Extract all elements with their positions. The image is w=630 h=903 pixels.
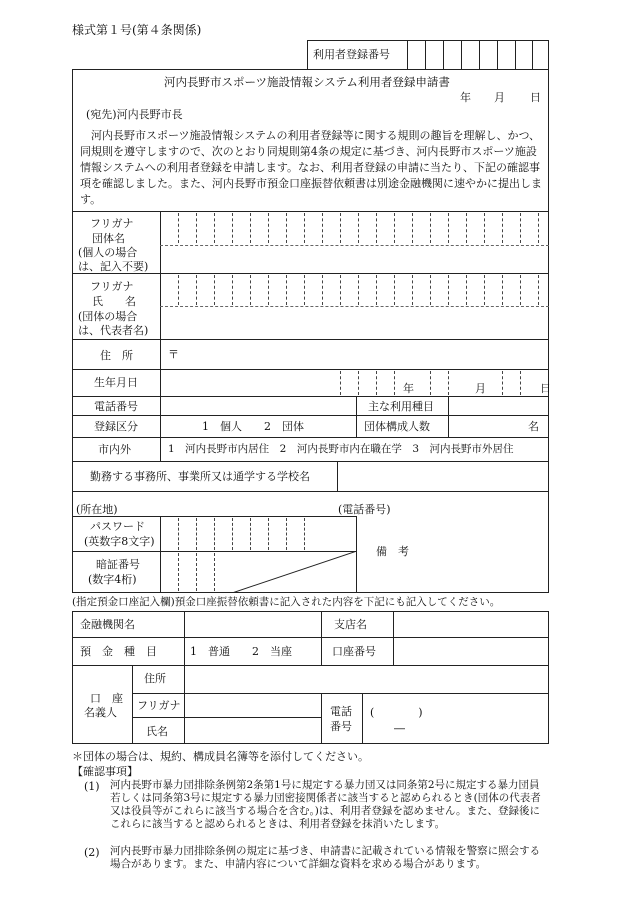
holder-label-2: 名義人	[84, 706, 117, 719]
pin-strike-line	[232, 551, 357, 593]
password-note: (英数字8文字)	[84, 535, 155, 548]
bank-type-options[interactable]: 1 普通 2 当座	[190, 645, 292, 658]
form-number: 様式第１号(第４条関係)	[72, 23, 202, 37]
confirm-item-2-text: 河内長野市暴力団排除条例の規定に基づき、申請書に記載されている情報を警察に照会する場合があります。また、申請内容について詳細な資料を求める場合があります。	[110, 845, 541, 870]
registration-label: 登録区分	[94, 420, 138, 433]
date-day: 日	[530, 91, 541, 104]
birth-day: 日	[540, 382, 551, 395]
bank-heading: (指定預金口座記入欄)預金口座振替依頼書に記入された内容を下記にも記入してください。	[72, 596, 501, 608]
holder-name-label: 氏名	[146, 725, 168, 738]
birth-label: 生年月日	[94, 376, 138, 389]
main-use-label: 主な利用種目	[368, 400, 434, 413]
group-note-2: は、記入不要)	[78, 260, 149, 273]
holder-phone-paren: ( )	[370, 706, 423, 719]
workplace-phone-label: (電話番号)	[338, 503, 391, 516]
person-name-label: 氏 名	[92, 295, 136, 308]
members-label: 団体構成人数	[364, 420, 430, 433]
holder-address-label: 住所	[144, 672, 166, 685]
remarks-label: 備 考	[376, 545, 409, 558]
phone-label: 電話番号	[94, 400, 138, 413]
group-furigana-label: フリガナ	[90, 217, 134, 230]
intro-paragraph: 河内長野市スポーツ施設情報システムの利用者登録等に関する規則の趣旨を理解し、かつ、同規則を遵守しますので、次のとおり同規則第4条の規定に基づき、河内長野市スポーツ施設情報システムへの利用者登録を申請します。なお、利用者登録の申請に当たり、下記の確認事項を確認しました。また、河内長野市預金口座振替依頼書は別途金融機関に速やかに提出します。	[80, 129, 542, 206]
city-label: 市内外	[98, 443, 131, 456]
form-title: 河内長野市スポーツ施設情報システム利用者登録申請書	[164, 75, 450, 89]
addressee: (宛先)河内長野市長	[86, 108, 183, 121]
person-note-2: は、代表者名)	[78, 324, 149, 337]
password-label: パスワード	[90, 520, 145, 533]
group-name-label: 団体名	[92, 232, 125, 245]
reg-number-label: 利用者登録番号	[313, 48, 390, 61]
bank-type-label: 預 金 種 目	[80, 645, 157, 658]
bank-branch-label: 支店名	[334, 618, 367, 631]
confirm-item-1-text: 河内長野市暴力団排除条例第2条第1号に規定する暴力団又は同条第2号に規定する暴力団員若しくは同条第3号に規定する暴力団密接関係者に該当すると認められるとき(団体の代表者又は役員等がこれらに該当する場合を含む。)は、利用者登録を認めません。また、登録後にこれらに該当すると認められるときは、利用者登録を抹消いたします。	[110, 779, 541, 830]
bank-account-label: 口座番号	[332, 645, 376, 658]
confirm-heading: 【確認事項】	[72, 765, 138, 778]
holder-furigana-label: フリガナ	[137, 699, 181, 712]
person-note-1: (団体の場合	[78, 310, 138, 323]
birth-year: 年	[403, 382, 414, 395]
holder-phone-label-1: 電話	[330, 705, 352, 718]
group-note-1: (個人の場合	[78, 246, 138, 259]
holder-phone-dash: ―	[394, 722, 405, 735]
bank-institution-label: 金融機関名	[80, 618, 135, 631]
holder-label-1: 口 座	[90, 692, 123, 705]
city-options[interactable]: 1 河内長野市内居住 2 河内長野市内在職在学 3 河内長野市外居住	[168, 443, 514, 455]
address-label: 住 所	[100, 349, 133, 362]
confirm-item-1-num: (1)	[84, 780, 100, 793]
pin-note: (数字4桁)	[88, 573, 137, 586]
location-label: (所在地)	[76, 503, 118, 516]
holder-phone-label-2: 番号	[330, 720, 352, 733]
date-year: 年	[460, 91, 471, 104]
person-furigana-label: フリガナ	[90, 280, 134, 293]
footnote: ＊団体の場合は、規約、構成員名簿等を添付してください。	[72, 750, 369, 763]
workplace-label: 勤務する事務所、事業所又は通学する学校名	[90, 470, 310, 483]
birth-month: 月	[475, 382, 486, 395]
postal-mark: 〒	[168, 348, 179, 361]
members-unit: 名	[528, 420, 539, 433]
registration-options[interactable]: 1 個人 2 団体	[202, 420, 304, 433]
confirm-item-2-num: (2)	[84, 846, 100, 859]
date-month: 月	[494, 91, 505, 104]
pin-label: 暗証番号	[96, 558, 140, 571]
